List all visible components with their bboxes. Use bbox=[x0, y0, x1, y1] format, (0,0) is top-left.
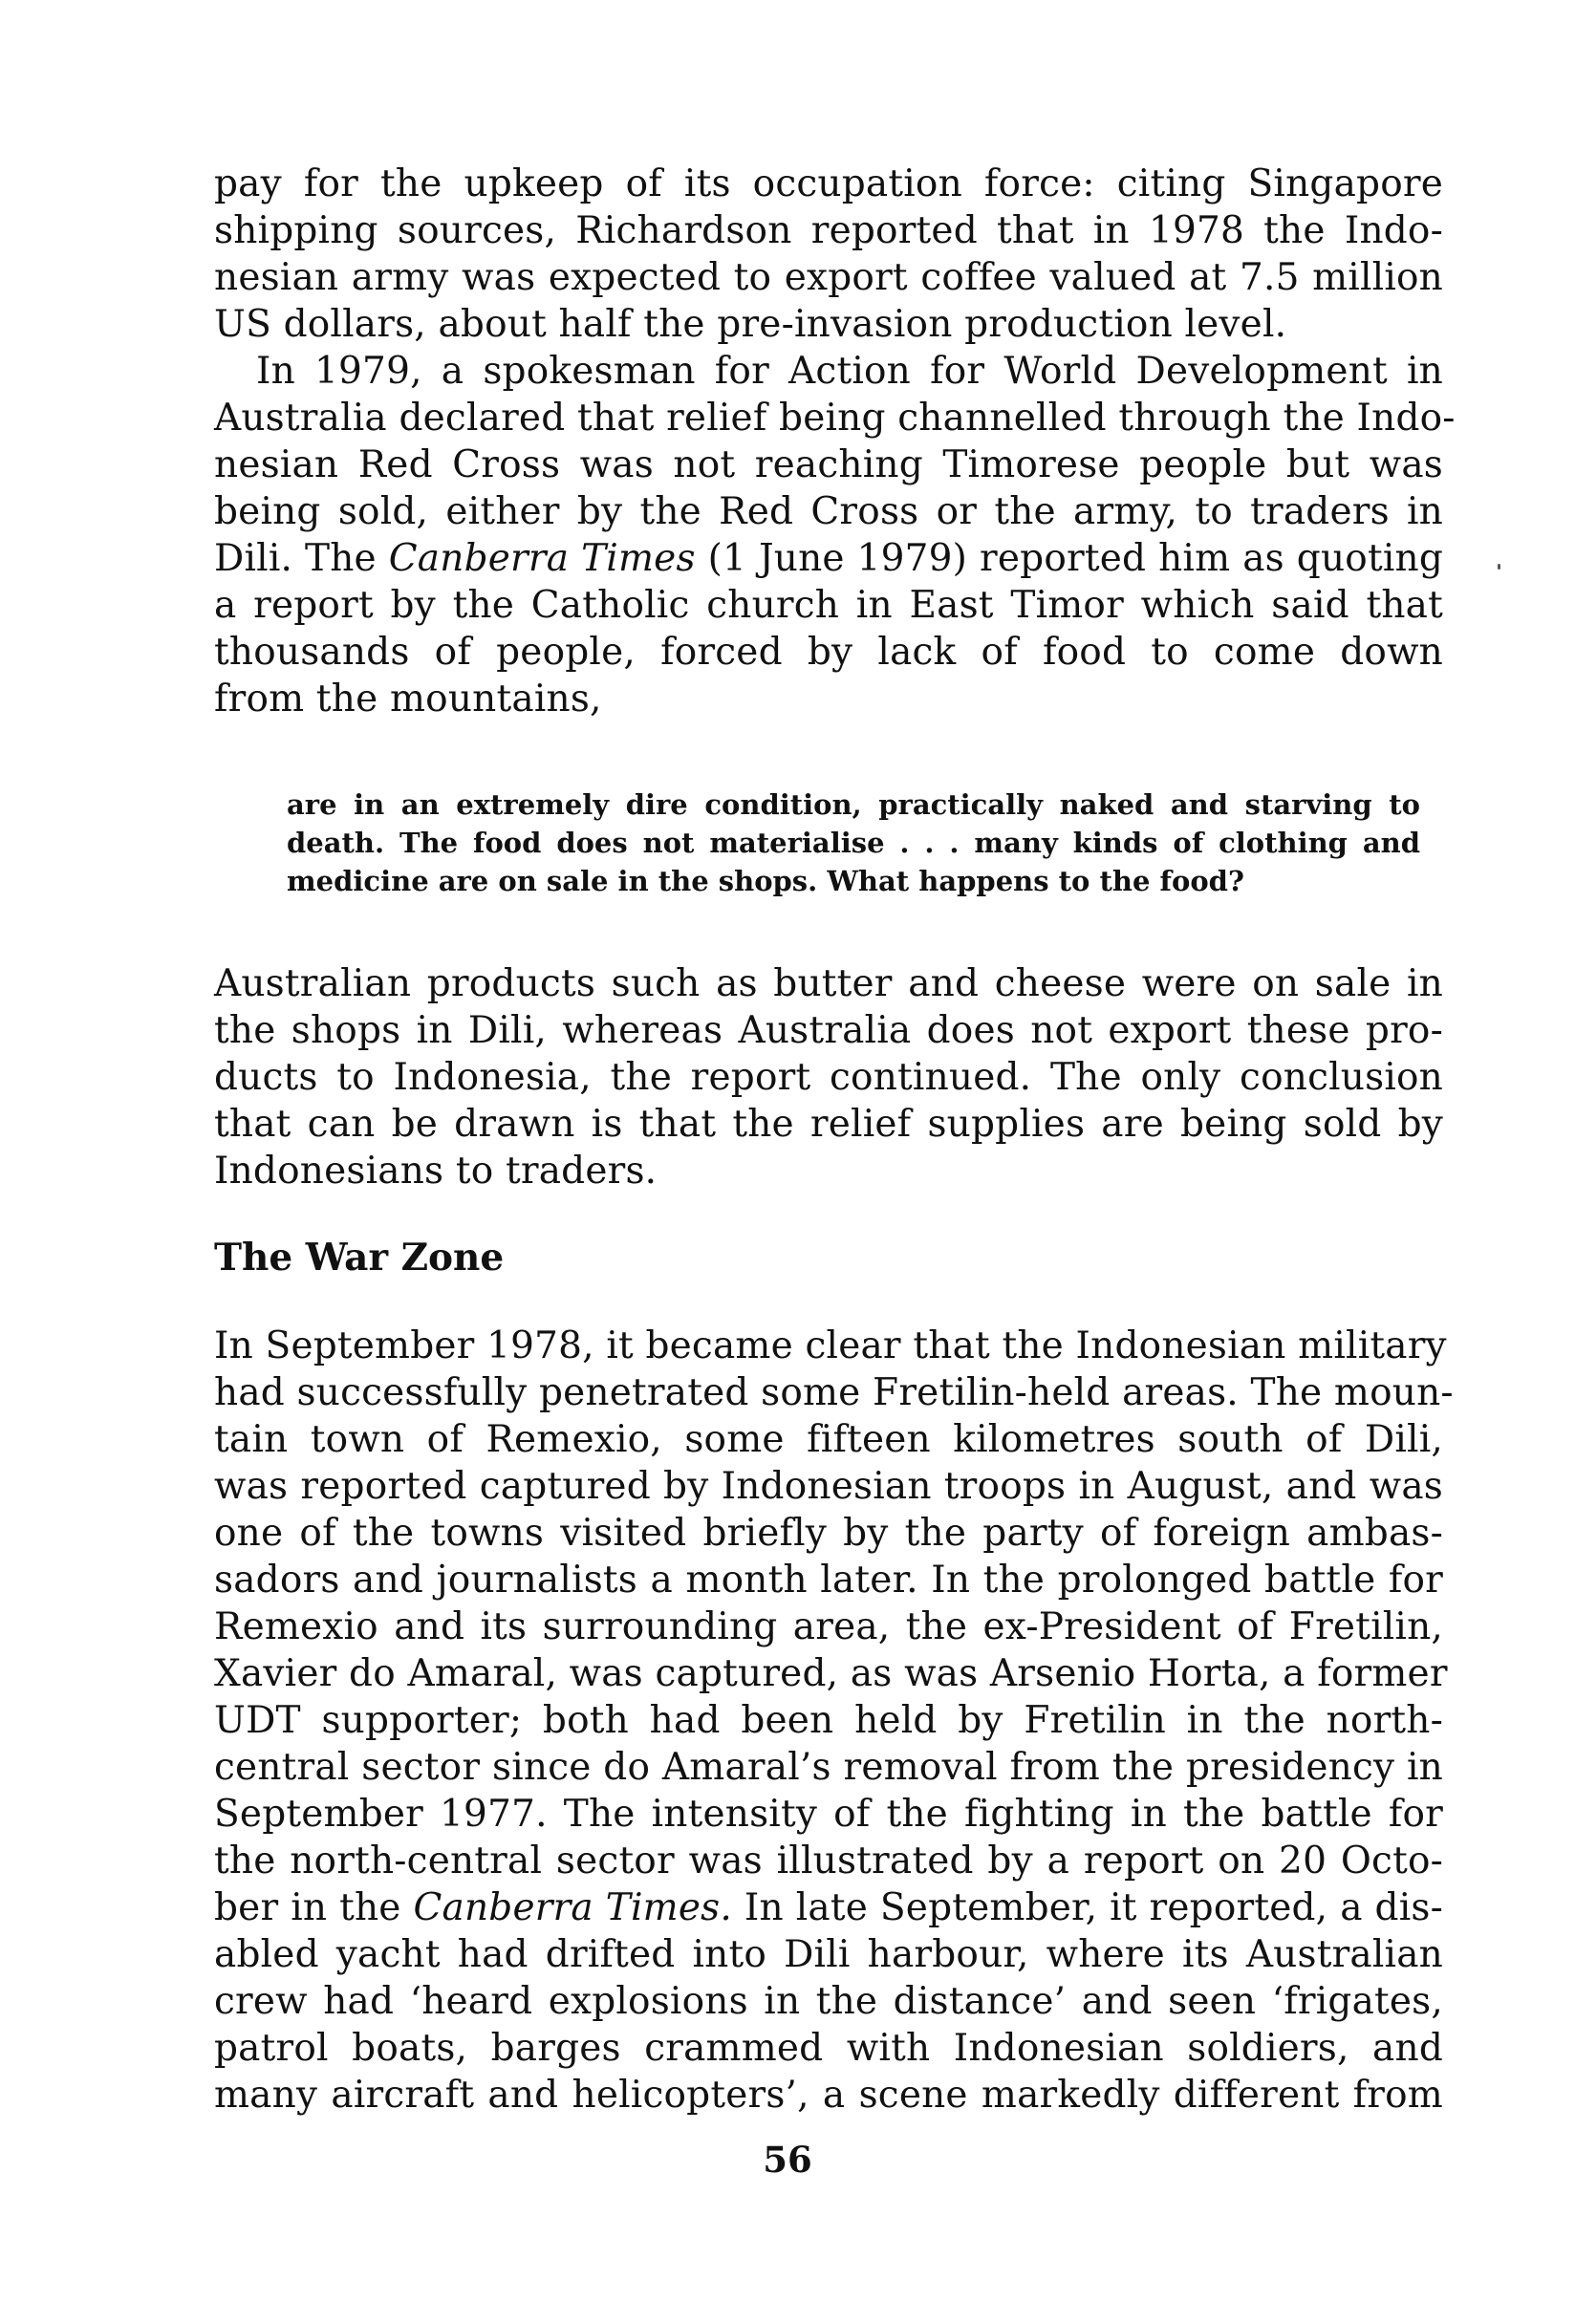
text-line: thousands of people, forced by lack of food to come down bbox=[214, 631, 1443, 674]
text-line: tain town of Remexio, some fifteen kilometres south of Dili, bbox=[214, 1418, 1443, 1461]
text-line: ducts to Indonesia, the report continued. The only conclusion bbox=[214, 1056, 1443, 1099]
text-line: had successfully penetrated some Fretilin-held areas. The moun- bbox=[214, 1371, 1454, 1414]
publication-title: Canberra Times. bbox=[413, 1886, 732, 1929]
publication-title: Canberra Times bbox=[388, 537, 696, 580]
text-line bbox=[214, 1884, 1443, 1931]
text-line: US dollars, about half the pre-invasion production level. bbox=[214, 303, 1287, 346]
quote-line: medicine are on sale in the shops. What happens to the food? bbox=[287, 865, 1244, 897]
text-fragment: Dili. The bbox=[214, 537, 389, 580]
text-line: shipping sources, Richardson reported that in 1978 the Indo- bbox=[214, 209, 1443, 252]
text-line: UDT supporter; both had been held by Fretilin in the north- bbox=[214, 1699, 1443, 1742]
text-line: many aircraft and helicopters’, a scene markedly different from bbox=[214, 2074, 1443, 2117]
text-line: that can be drawn is that the relief supplies are being sold by bbox=[214, 1103, 1443, 1146]
text-line: the north-central sector was illustrated by a report on 20 Octo- bbox=[214, 1840, 1443, 1883]
text-line: September 1977. The intensity of the fighting in the battle for bbox=[214, 1793, 1443, 1836]
text-line: a report by the Catholic church in East Timor which said that bbox=[214, 584, 1443, 627]
paragraph-3 bbox=[214, 960, 1443, 1194]
text-fragment: In late September, it reported, a dis- bbox=[731, 1886, 1443, 1929]
text-line: crew had ‘heard explosions in the distance’ and seen ‘frigates, bbox=[214, 1980, 1443, 2023]
block-quote bbox=[287, 785, 1420, 900]
text-fragment: ber in the bbox=[214, 1886, 414, 1929]
section-heading: The War Zone bbox=[214, 1236, 505, 1280]
text-line: central sector since do Amaral’s removal from the presidency in bbox=[214, 1746, 1443, 1789]
text-line: being sold, either by the Red Cross or the army, to traders in bbox=[214, 490, 1443, 533]
paragraph-1 bbox=[214, 161, 1443, 348]
text-line: In 1979, a spokesman for Action for World Development in bbox=[256, 350, 1443, 393]
text-line: Indonesians to traders. bbox=[214, 1150, 658, 1193]
quote-line: death. The food does not materialise . . . many kinds of clothing and bbox=[287, 827, 1420, 859]
scan-speck bbox=[1498, 564, 1500, 570]
text-line: patrol boats, barges crammed with Indonesian soldiers, and bbox=[214, 2027, 1443, 2070]
text-line: abled yacht had drifted into Dili harbour, where its Australian bbox=[214, 1933, 1443, 1976]
text-line: Australian products such as butter and cheese were on sale in bbox=[214, 962, 1443, 1005]
text-line: sadors and journalists a month later. In the prolonged battle for bbox=[214, 1559, 1443, 1602]
text-line: Xavier do Amaral, was captured, as was Arsenio Horta, a former bbox=[214, 1652, 1448, 1695]
text-line: nesian army was expected to export coffee valued at 7.5 million bbox=[214, 256, 1443, 299]
text-line: from the mountains, bbox=[214, 678, 602, 721]
quote-line: are in an extremely dire condition, practically naked and starving to bbox=[287, 788, 1420, 821]
paragraph-4 bbox=[214, 1323, 1454, 2119]
text-line: Remexio and its surrounding area, the ex-President of Fretilin, bbox=[214, 1605, 1443, 1648]
page-number: 56 bbox=[763, 2139, 812, 2181]
text-line: In September 1978, it became clear that the Indonesian military bbox=[214, 1324, 1447, 1367]
text-line bbox=[214, 535, 1443, 582]
text-line: was reported captured by Indonesian troops in August, and was bbox=[214, 1465, 1443, 1508]
text-line: Australia declared that relief being channelled through the Indo- bbox=[214, 397, 1456, 440]
text-line: nesian Red Cross was not reaching Timorese people but was bbox=[214, 443, 1443, 486]
text-fragment: (1 June 1979) reported him as quoting bbox=[695, 537, 1443, 580]
paragraph-2 bbox=[214, 348, 1456, 722]
text-line: the shops in Dili, whereas Australia does not export these pro- bbox=[214, 1009, 1443, 1052]
text-line: pay for the upkeep of its occupation force: citing Singapore bbox=[214, 162, 1443, 205]
text-line: one of the towns visited briefly by the party of foreign ambas- bbox=[214, 1512, 1443, 1555]
